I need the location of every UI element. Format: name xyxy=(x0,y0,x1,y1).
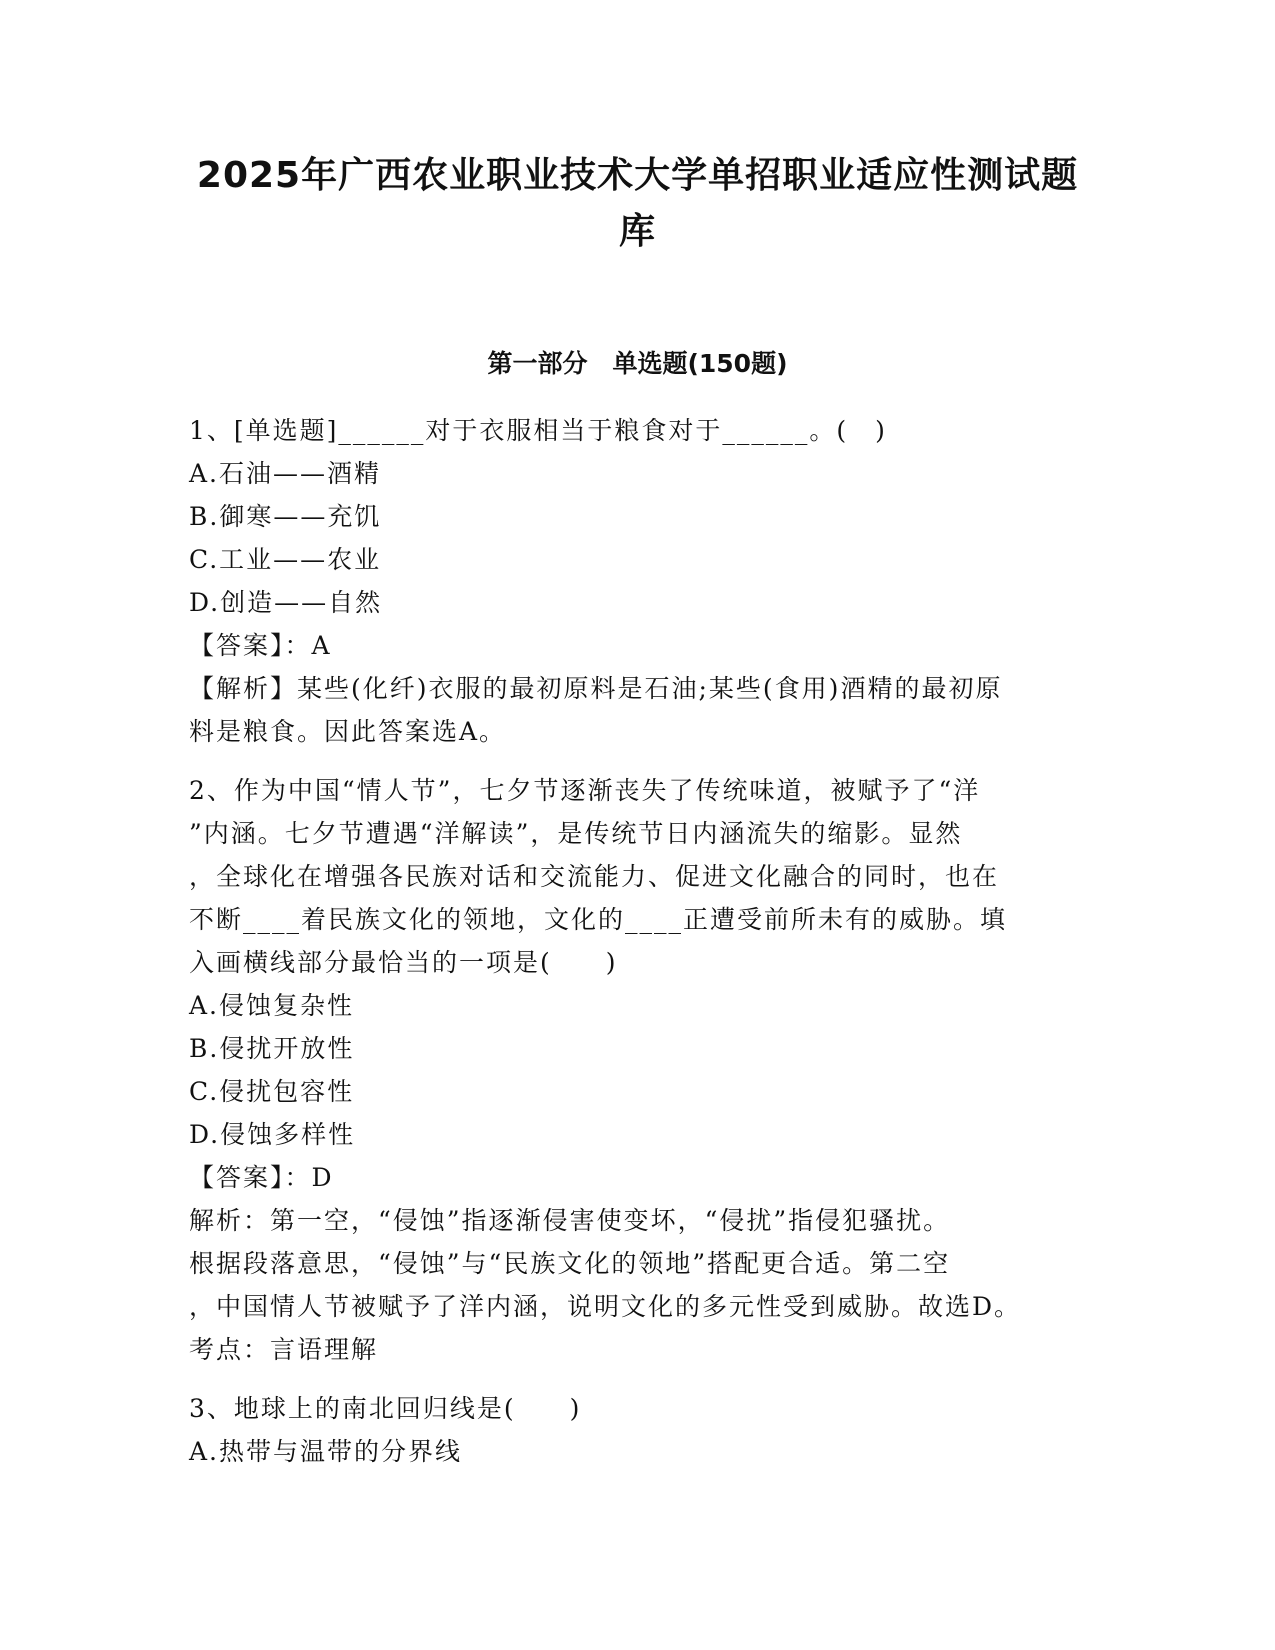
question-1 xyxy=(189,409,1089,753)
section-title: 第一部分 单选题(150题) xyxy=(487,349,788,378)
explanation-line: 【解析】某些(化纤)衣服的最初原料是石油;某些(食用)酒精的最初原 xyxy=(189,674,1003,703)
option-c: C.侵扰包容性 xyxy=(189,1077,355,1106)
question-gap xyxy=(189,753,1089,769)
question-stem-line: 不断____着民族文化的领地，文化的____正遭受前所未有的威胁。填 xyxy=(189,905,1008,934)
option-d: D.创造——自然 xyxy=(189,588,383,617)
explanation-line: 料是粮食。因此答案选A。 xyxy=(189,717,507,746)
key-point: 考点：言语理解 xyxy=(189,1335,379,1364)
option-b: B.御寒——充饥 xyxy=(189,502,382,531)
option-a: A.热带与温带的分界线 xyxy=(189,1437,463,1466)
option-d: D.侵蚀多样性 xyxy=(189,1120,356,1149)
question-stem-line: 入画横线部分最恰当的一项是( ) xyxy=(189,948,618,977)
question-stem-line: ”内涵。七夕节遭遇“洋解读”，是传统节日内涵流失的缩影。显然 xyxy=(189,819,963,848)
option-a: A.石油——酒精 xyxy=(189,459,382,488)
title-line-2: 库 xyxy=(618,211,656,252)
question-gap xyxy=(189,1371,1089,1387)
question-2 xyxy=(189,769,1089,1371)
question-stem: 3、地球上的南北回归线是( ) xyxy=(189,1394,582,1423)
explanation-line: 根据段落意思，“侵蚀”与“民族文化的领地”搭配更合适。第二空 xyxy=(189,1249,951,1278)
answer: 【答案】：D xyxy=(189,1163,334,1192)
title-line-1: 2025年广西农业职业技术大学单招职业适应性测试题 xyxy=(196,155,1079,196)
question-stem-line: 2、作为中国“情人节”，七夕节逐渐丧失了传统味道，被赋予了“洋 xyxy=(189,776,981,805)
option-a: A.侵蚀复杂性 xyxy=(189,991,355,1020)
option-c: C.工业——农业 xyxy=(189,545,382,574)
explanation-line: ，中国情人节被赋予了洋内涵，说明文化的多元性受到威胁。故选D。 xyxy=(189,1292,1022,1321)
document-title xyxy=(160,148,1115,260)
question-stem-line: ，全球化在增强各民族对话和交流能力、促进文化融合的同时，也在 xyxy=(189,862,1000,891)
option-b: B.侵扰开放性 xyxy=(189,1034,355,1063)
answer: 【答案】：A xyxy=(189,631,332,660)
question-3 xyxy=(189,1387,1089,1473)
question-stem: 1、[单选题]______对于衣服相当于粮食对于______。( ) xyxy=(189,416,887,445)
explanation-line: 解析：第一空，“侵蚀”指逐渐侵害使变坏，“侵扰”指侵犯骚扰。 xyxy=(189,1206,951,1235)
question-list xyxy=(189,409,1089,1473)
